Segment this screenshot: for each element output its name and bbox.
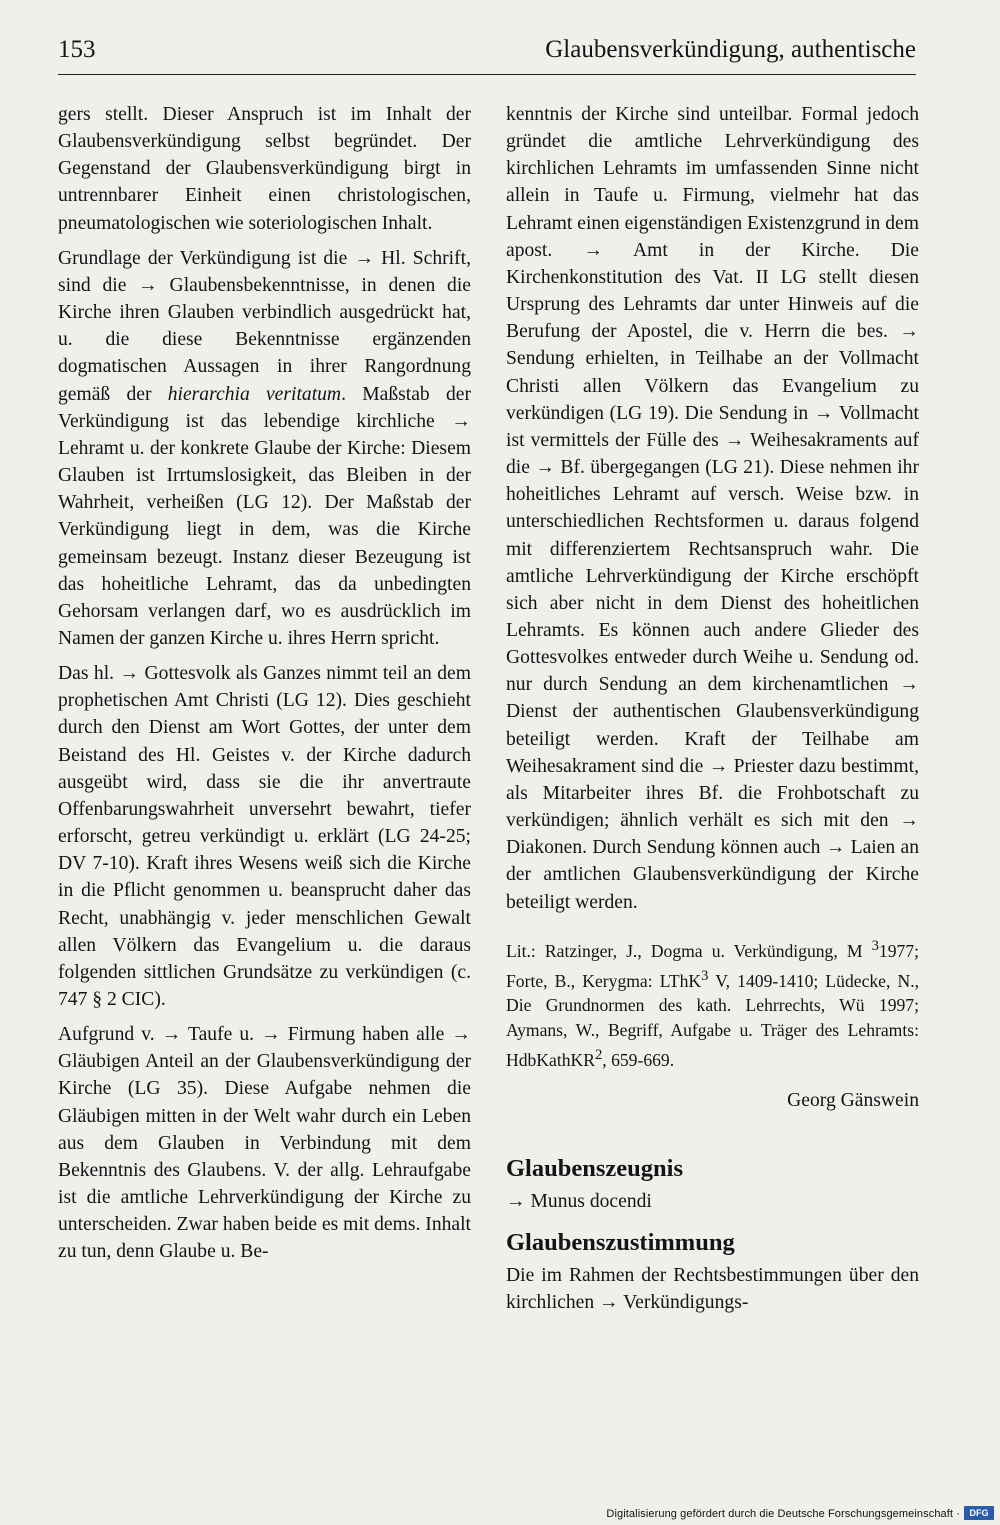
- author: Georg Gänswein: [787, 1090, 919, 1112]
- dfg-logo: DFG: [964, 1506, 994, 1520]
- entry-heading: Glaubenszeugnis: [506, 1155, 683, 1183]
- cross-reference: → Munus docendi: [506, 1191, 652, 1213]
- paragraph: Die im Rahmen der Rechtsbestimmungen über den kirchlichen → Verkündigungs-: [506, 1264, 919, 1313]
- paragraph-text: . Maßstab der Verkündigung ist das lebendige kirchliche → Lehramt u. der konkrete Glaube der Kirche: Diesem Glauben ist Irrtumslosigkeit, das Bleiben in der Wahrheit, verheißen (LG 12). Der Maßstab der Verkündigung liegt in dem, was die Kirche gemeinsam bezeugt. Instanz dieser Bezeugung ist das hoheitliche Lehramt, das da unbedingten Gehorsam verlangen darf, wo es ausdrücklich im Namen der ganzen Kirche u. ihres Herrn spricht.: [58, 383, 471, 649]
- paragraph: [58, 245, 471, 652]
- footer: [0, 1500, 1000, 1525]
- literature-text: V, 1409-1410; Lüdecke, N., Die Grundnormen des kath. Lehrrechts, Wü 1997; Aymans, W., Begriff, Aufgabe u. Träger des Lehramts: HdbKathKR: [506, 970, 919, 1071]
- paragraph: Aufgrund v. → Taufe u. → Firmung haben alle → Gläubigen Anteil an der Glaubensverkündigung der Kirche (LG 35). Diese Aufgabe nehmen die Gläubigen mitten in der Welt wahr durch ein Leben aus dem Glauben in Verbindung mit dem Bekenntnis des Glaubens. V. der allg. Lehraufgabe ist die amtliche Lehrverkündigung der Kirche zu unterscheiden. Zwar haben beide es mit dems. Inhalt zu tun, denn Glaube u. Be-: [58, 1024, 471, 1263]
- literature-text: Lit.: Ratzinger, J., Dogma u. Verkündigung, M: [506, 940, 872, 961]
- superscript: 3: [871, 937, 879, 954]
- italic-term: hierarchia veritatum: [167, 383, 342, 405]
- paragraph: kenntnis der Kirche sind unteilbar. Formal jedoch gründet die amtliche Lehrverkündigung des kirchlichen Lehramts im umfassenden Sinne nicht allein in Taufe u. Firmung, vielmehr hat das Lehramt einen eigenständigen Existenzgrund in dem apost. → Amt in der Kirche. Die Kirchenkonstitution des Vat. II LG stellt diesen Ursprung des Lehramts dar unter Hinweis auf die Berufung der Apostel, die v. Herrn die bes. → Sendung erhielten, in Teilhabe an der Vollmacht Christi allen Völkern das Evangelium zu verkündigen (LG 19). Die Sendung in → Vollmacht ist vermittels der Fülle des → Weihesakraments auf die → Bf. übergegangen (LG 21). Diese nehmen ihr hoheitliches Lehramt auf versch. Weise bzw. in unterschiedlichen Rechtsformen u. daraus folgend mit differenziertem Rechtsanspruch wahr. Die amtliche Lehrverkündigung der Kirche erschöpft sich aber nicht in dem Dienst des hoheitlichen Lehramts. Es können auch andere Glieder des Gottesvolkes entweder durch Weihe u. Sendung od. nur durch Sendung an dem kirchenamtlichen → Dienst der authentischen Glaubensverkündigung beteiligt werden. Kraft der Teilhabe am Weihesakrament sind die → Priester dazu bestimmt, als Mitarbeiter ihres Bf. die Frohbotschaft zu verkündigen; ähnlich verhält es sich mit den → Diakonen. Durch Sendung können auch → Laien an der amtlichen Glaubensverkündigung der Kirche beteiligt werden.: [506, 104, 919, 913]
- paragraph-text: Grundlage der Verkündigung ist die → Hl. Schrift, sind die → Glaubensbekenntnisse, in denen die Kirche ihren Glauben verbindlich ausgedrückt hat, u. die diese Bekenntnisse ergänzenden dogmatischen Aussagen in ihrer Rangordnung gemäß der: [58, 247, 471, 405]
- superscript: 2: [594, 1047, 603, 1064]
- superscript: 3: [701, 967, 709, 984]
- literature: [506, 934, 919, 1074]
- running-title: Glaubensverkündigung, authentische: [545, 36, 916, 63]
- page-number: 153: [58, 36, 96, 63]
- entry-heading: Glaubenszustimmung: [506, 1228, 735, 1256]
- left-column: [58, 101, 471, 1274]
- right-column: [506, 101, 919, 1324]
- literature-text: , 659-669.: [602, 1050, 675, 1071]
- page-header: [58, 34, 916, 75]
- paragraph: Das hl. → Gottesvolk als Ganzes nimmt teil an dem prophetischen Amt Christi (LG 12). Dies geschieht durch den Dienst am Wort Gottes, der unter dem Beistand des Hl. Geistes v. der Kirche dadurch ausgeübt wird, dass sie die ihr anvertraute Offenbarungswahrheit unversehrt bewahrt, tiefer erforscht, getreu verkündigt u. erklärt (LG 24-25; DV 7-10). Kraft ihres Wesens weiß sich die Kirche in die Pflicht genommen u. beansprucht daher das Recht, unabhängig v. jeder menschlichen Gewalt allen Völkern das Evangelium u. die daraus folgenden sittlichen Grundsätze zu verkündigen (c. 747 § 2 CIC).: [58, 663, 471, 1010]
- paragraph: gers stellt. Dieser Anspruch ist im Inhalt der Glaubensverkündigung selbst begründet. Der Gegenstand der Glaubensverkündigung birgt in untrennbarer Einheit einen christologischen, pneumatologischen wie soteriologischen Inhalt.: [58, 104, 471, 234]
- literature-text: 1977; Forte, B., Kerygma: LThK: [506, 940, 919, 991]
- footer-credit: Digitalisierung gefördert durch die Deutsche Forschungsgemeinschaft ·: [606, 1508, 960, 1520]
